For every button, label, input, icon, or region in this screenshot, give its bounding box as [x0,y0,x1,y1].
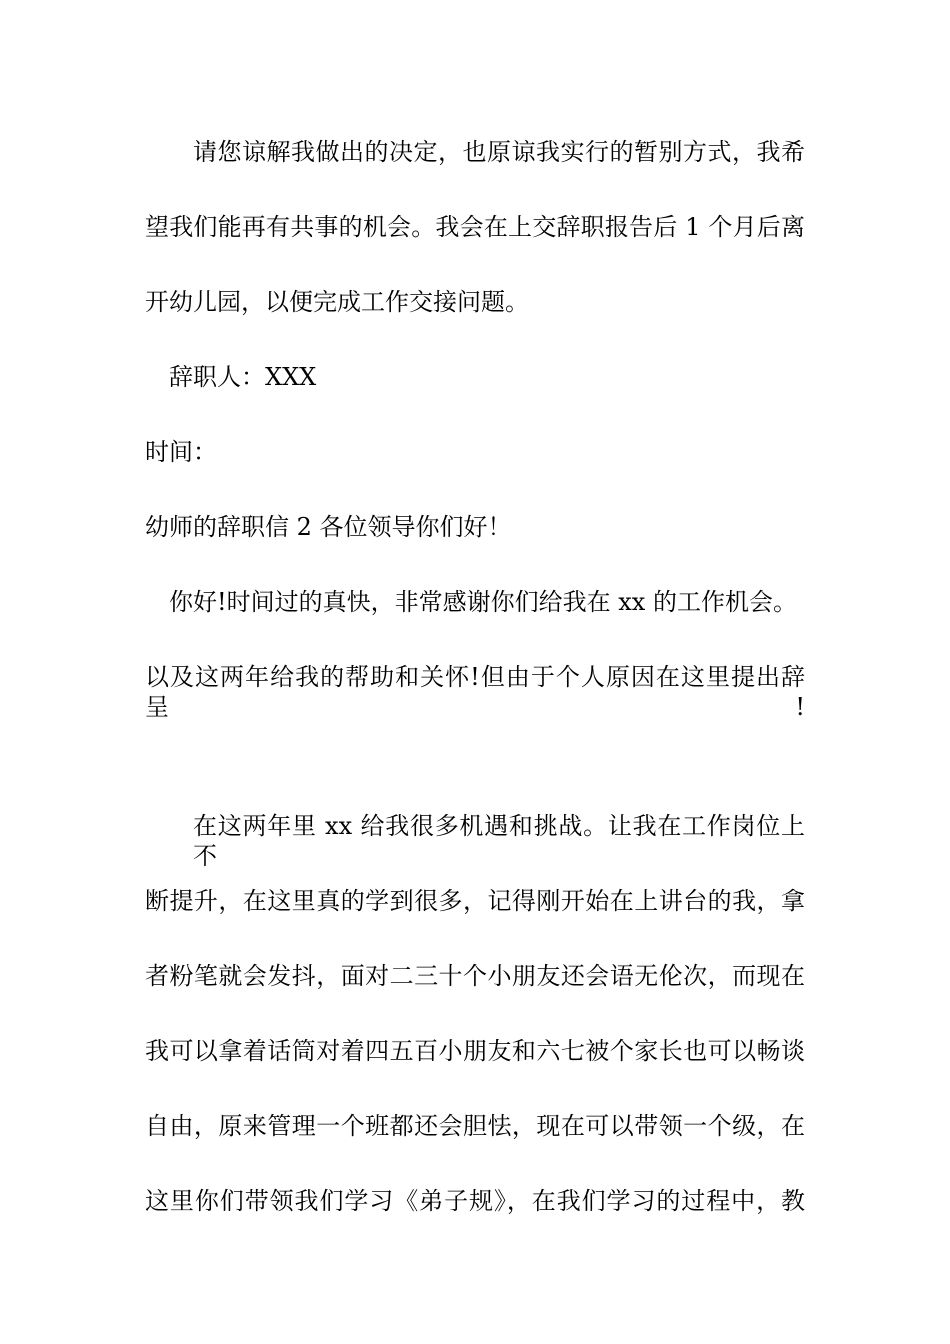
paragraph-line-14: 这里你们带领我们学习《弟子规》，在我们学习的过程中，教 [145,1187,805,1215]
paragraph-line-11: 者粉笔就会发抖，面对二三十个小朋友还会语无伦次，而现在 [145,962,805,990]
paragraph-line-10: 断提升，在这里真的学到很多，记得刚开始在上讲台的我，拿 [145,887,805,915]
paragraph-line-1: 请您谅解我做出的决定，也原谅我实行的暂别方式，我希 [193,138,805,166]
paragraph-line-2: 望我们能再有共事的机会。我会在上交辞职报告后 1 个月后离 [145,213,805,241]
section-heading: 幼师的辞职信 2 各位领导你们好！ [145,513,512,541]
signature-line: 辞职人：XXX [169,363,317,391]
paragraph-line-13: 自由，原来管理一个班都还会胆怯，现在可以带领一个级，在 [145,1112,805,1140]
paragraph-line-8: 以及这两年给我的帮助和关怀!但由于个人原因在这里提出辞呈! [145,663,805,721]
date-line: 时间： [145,438,217,466]
paragraph-line-9: 在这两年里 xx 给我很多机遇和挑战。让我在工作岗位上不 [193,812,805,870]
paragraph-line-7: 你好!时间过的真快，非常感谢你们给我在 xx 的工作机会。 [169,588,797,616]
paragraph-line-12: 我可以拿着话筒对着四五百小朋友和六七被个家长也可以畅谈 [145,1037,805,1065]
paragraph-line-3: 开幼儿园，以便完成工作交接问题。 [145,288,529,316]
